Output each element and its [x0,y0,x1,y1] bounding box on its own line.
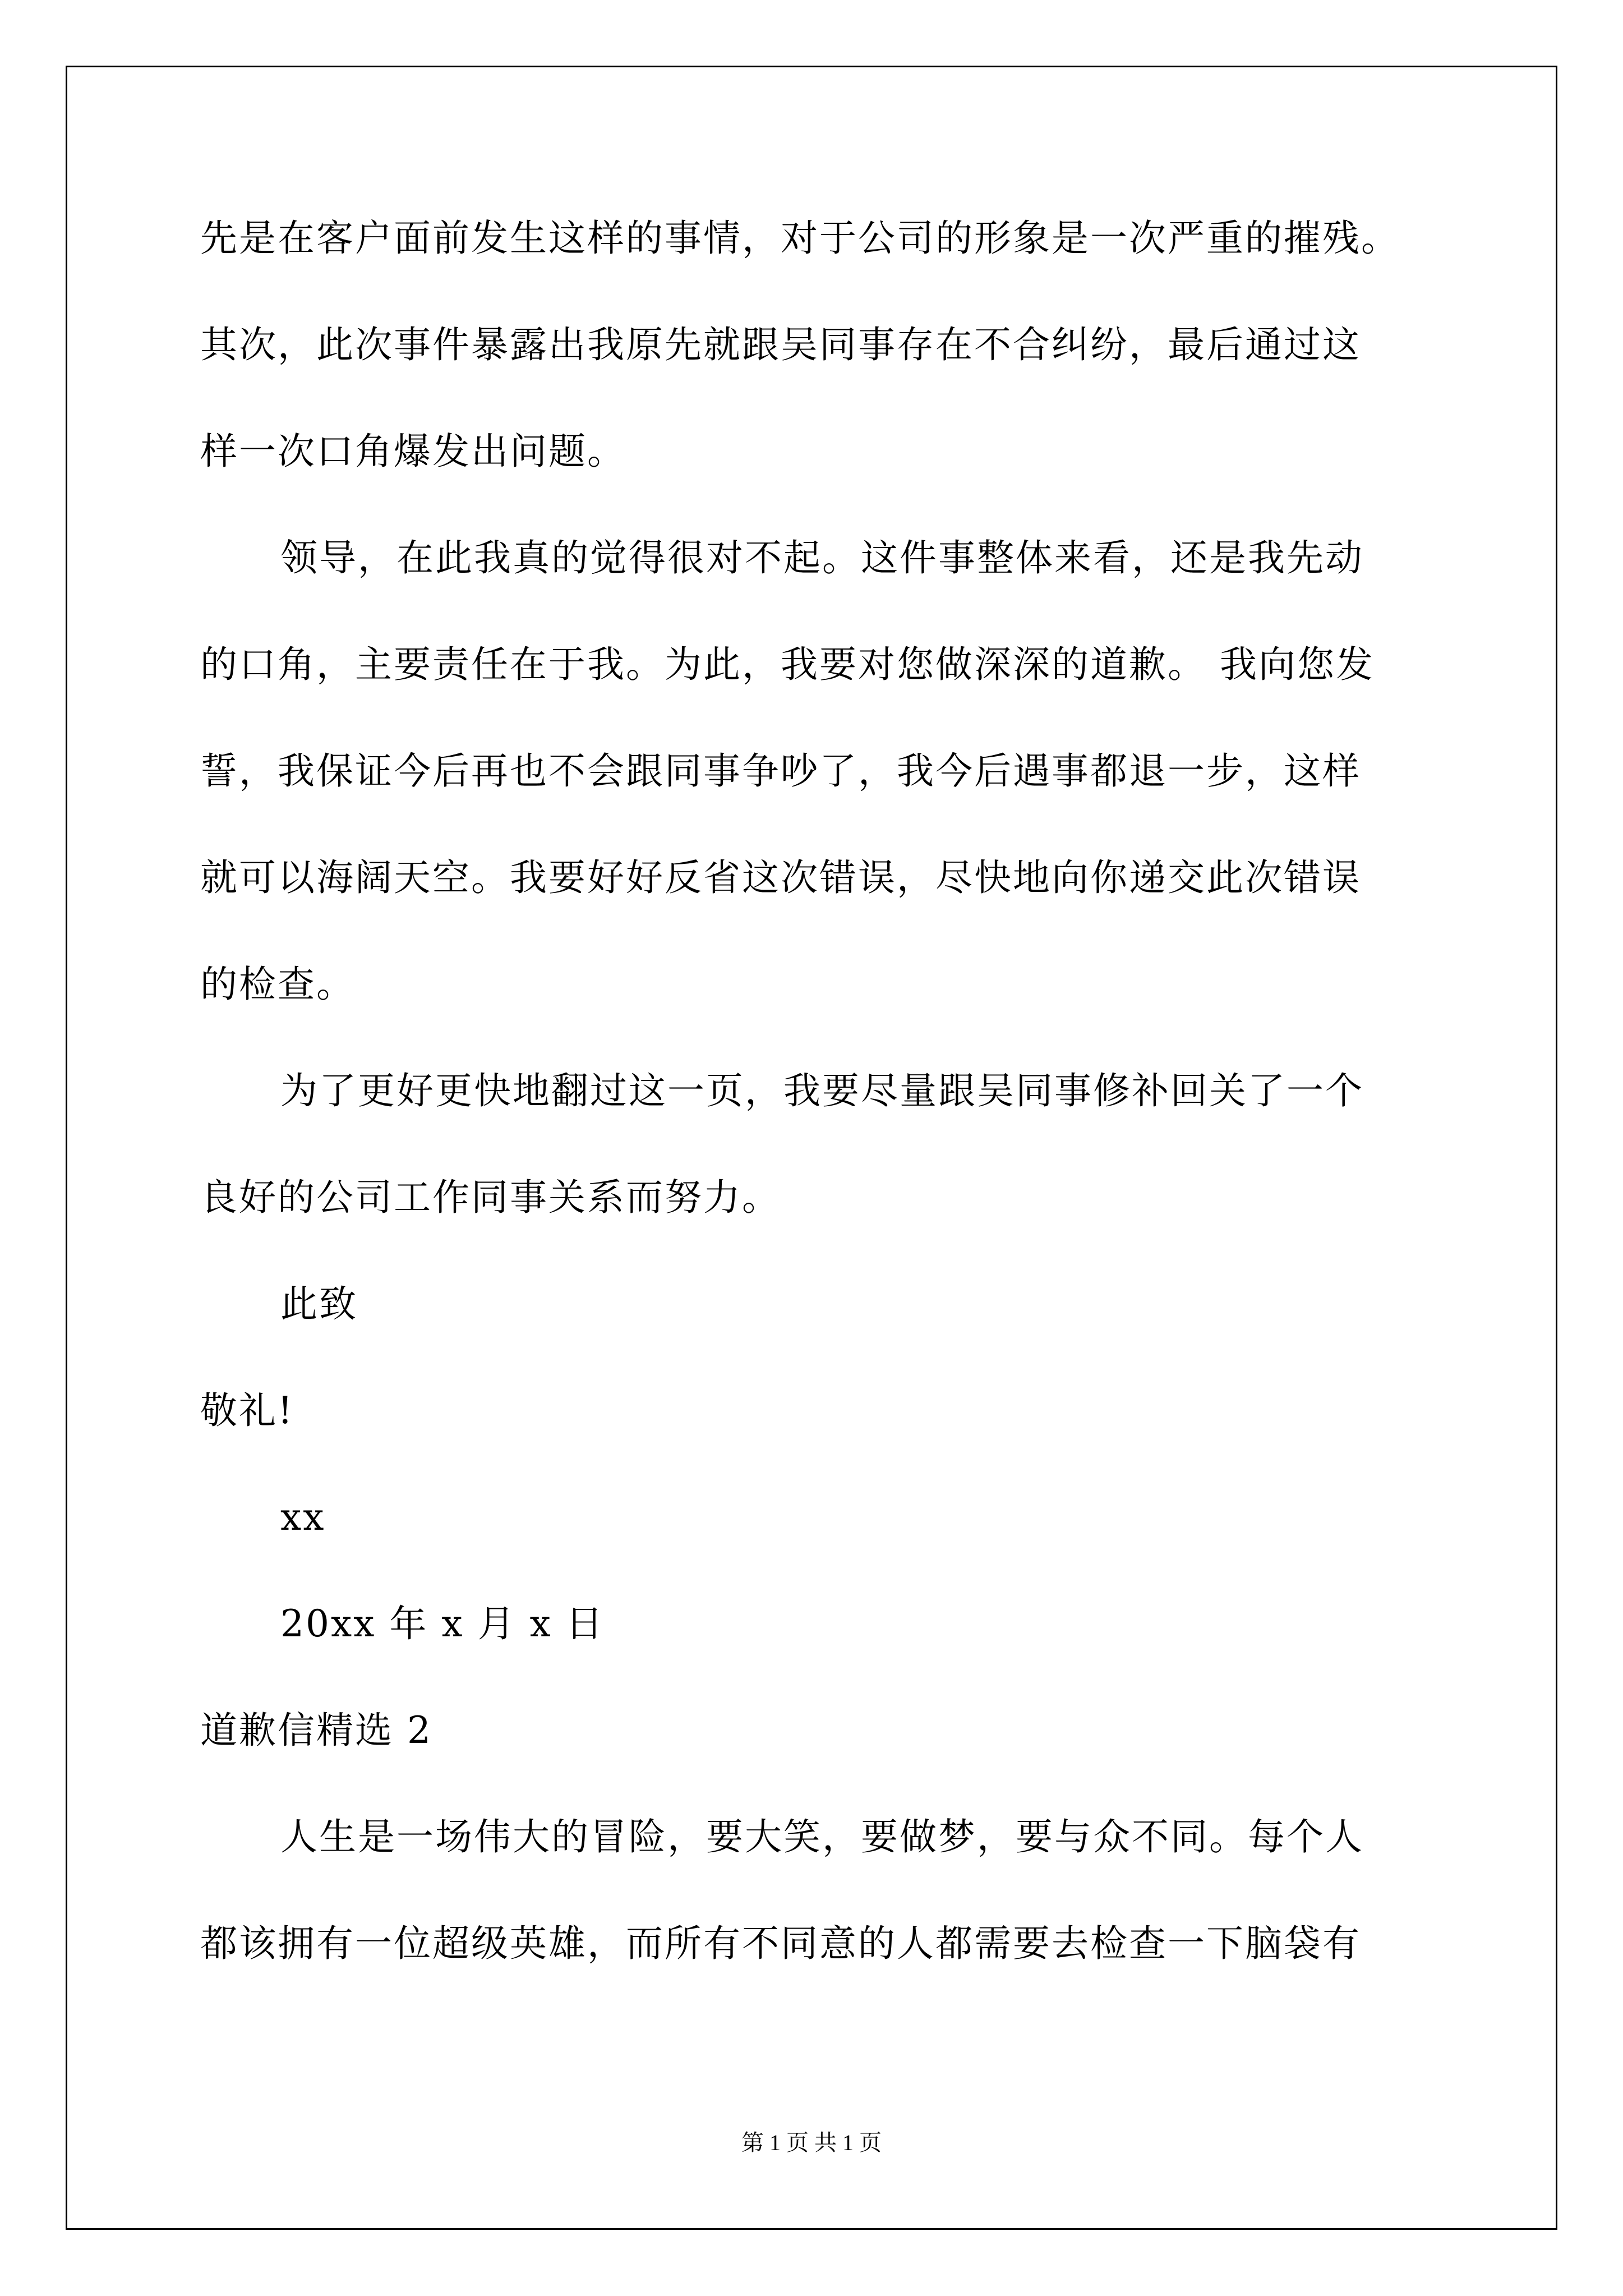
body-line-9: 为了更好更快地翻过这一页，我要尽量跟吴同事修补回关了一个 [280,1069,1364,1112]
body-line-7: 就可以海阔天空。我要好好反省这次错误，尽快地向你递交此次错误 [200,856,1361,899]
body-line-1: 先是在客户面前发生这样的事情，对于公司的形象是一次严重的摧残。 [200,217,1400,260]
page-border [66,66,1557,2230]
closing-regards: 敬礼! [200,1389,294,1432]
signature-date: 20xx 年 x 月 x 日 [280,1602,605,1645]
body-line-2: 其次，此次事件暴露出我原先就跟吴同事存在不合纠纷，最后通过这 [200,323,1361,366]
body-line-4: 领导，在此我真的觉得很对不起。这件事整体来看，还是我先动 [280,536,1364,579]
body-line-12: 都该拥有一位超级英雄，而所有不同意的人都需要去检查一下脑袋有 [200,1922,1361,1965]
body-line-3: 样一次口角爆发出问题。 [200,430,626,473]
section-heading: 道歉信精选 2 [200,1709,432,1752]
body-line-6: 誓，我保证今后再也不会跟同事争吵了，我今后遇事都退一步，这样 [200,749,1361,793]
page-footer: 第 1 页 共 1 页 [741,2130,882,2155]
closing-salutation: 此致 [280,1282,358,1326]
body-line-5: 的口角，主要责任在于我。为此，我要对您做深深的道歉。 我向您发 [200,643,1375,686]
signature-name: xx [280,1496,326,1539]
body-line-10: 良好的公司工作同事关系而努力。 [200,1176,781,1219]
body-line-8: 的检查。 [200,963,355,1006]
body-line-11: 人生是一场伟大的冒险，要大笑，要做梦，要与众不同。每个人 [280,1815,1364,1858]
